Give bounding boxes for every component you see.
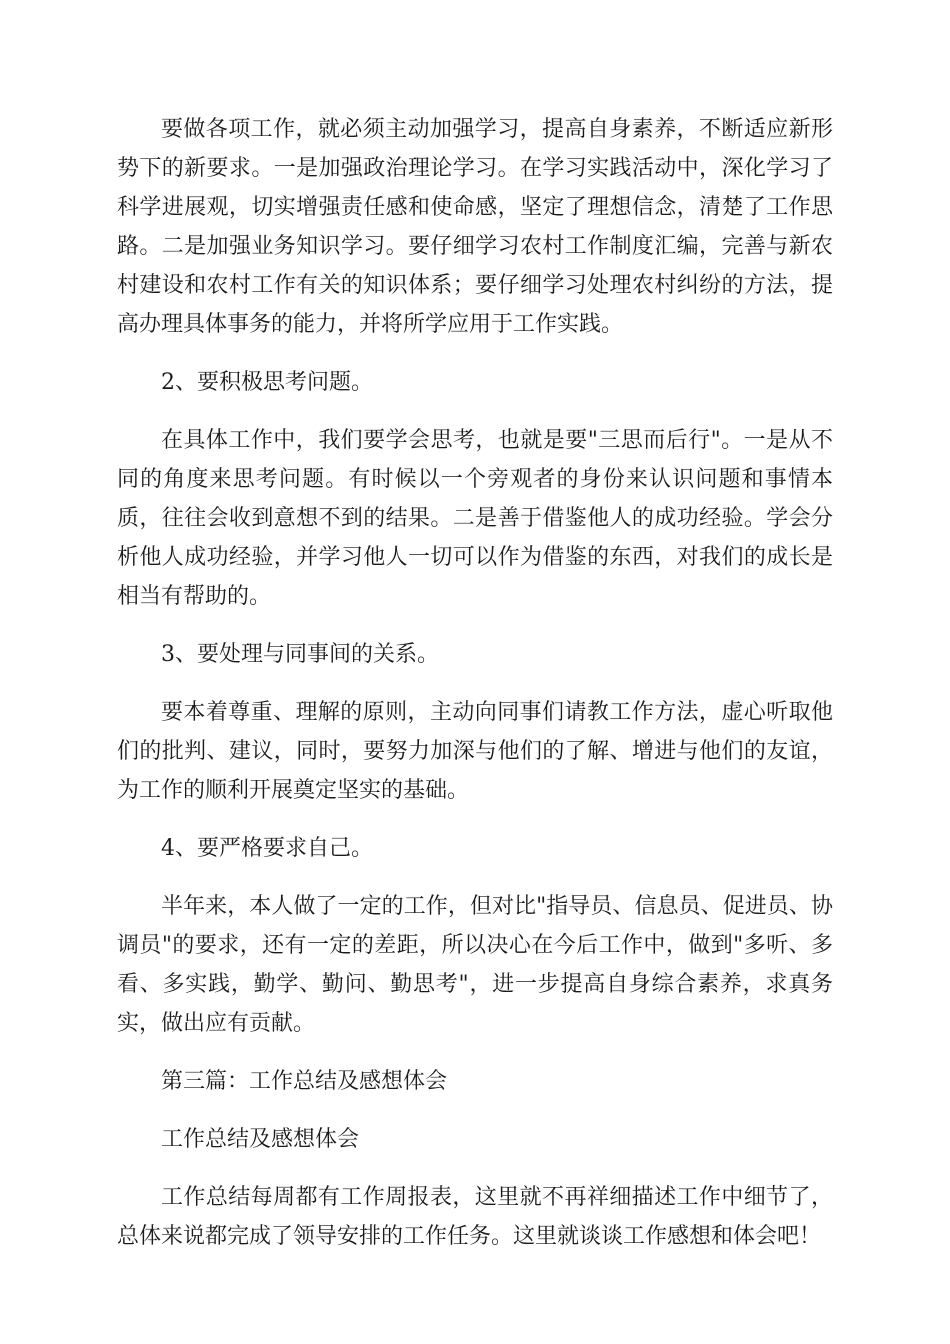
paragraph-self: 半年来，本人做了一定的工作，但对比"指导员、信息员、促进员、协调员"的要求，还有一定的差距，所以决心在今后工作中，做到"多听、多看、多实践，勤学、勤问、勤思考"，进一步提高自身综合素养，求真务实，做出应有贡献。 [117, 894, 833, 1036]
paragraph-study: 要做各项工作，就必须主动加强学习，提高自身素养，不断适应新形势下的新要求。一是加强政治理论学习。在学习实践活动中，深化学习了科学进展观，切实增强责任感和使命感，坚定了理想信念，清楚了工作思路。二是加强业务知识学习。要仔细学习农村工作制度汇编，完善与新农村建设和农村工作有关的知识体系；要仔细学习处理农村纠纷的方法，提高办理具体事务的能力，并将所学应用于工作实践。 [117, 117, 833, 337]
paragraph-think: 在具体工作中，我们要学会思考，也就是要"三思而后行"。一是从不同的角度来思考问题。有时候以一个旁观者的身份来认识问题和事情本质，往往会收到意想不到的结果。二是善于借鉴他人的成功经验。学会分析他人成功经验，并学习他人一切可以作为借鉴的东西，对我们的成长是相当有帮助的。 [117, 428, 833, 609]
document-page [117, 110, 833, 1256]
paragraph-summary: 工作总结每周都有工作周报表，这里就不再祥细描述工作中细节了，总体来说都完成了领导安排的工作任务。这里就谈谈工作感想和体会吧！ [117, 1185, 833, 1249]
heading-self-discipline: 4、要严格要求自己。 [161, 836, 373, 861]
paragraph-colleagues: 要本着尊重、理解的原则，主动向同事们请教工作方法，虚心听取他们的批判、建议，同时，要努力加深与他们的了解、增进与他们的友谊，为工作的顺利开展奠定坚实的基础。 [117, 700, 833, 803]
section-title: 第三篇：工作总结及感想体会 [161, 1069, 448, 1094]
heading-think-problems: 2、要积极思考问题。 [161, 370, 373, 395]
heading-colleague-relations: 3、要处理与同事间的关系。 [161, 642, 439, 667]
section-subtitle: 工作总结及感想体会 [161, 1127, 360, 1152]
